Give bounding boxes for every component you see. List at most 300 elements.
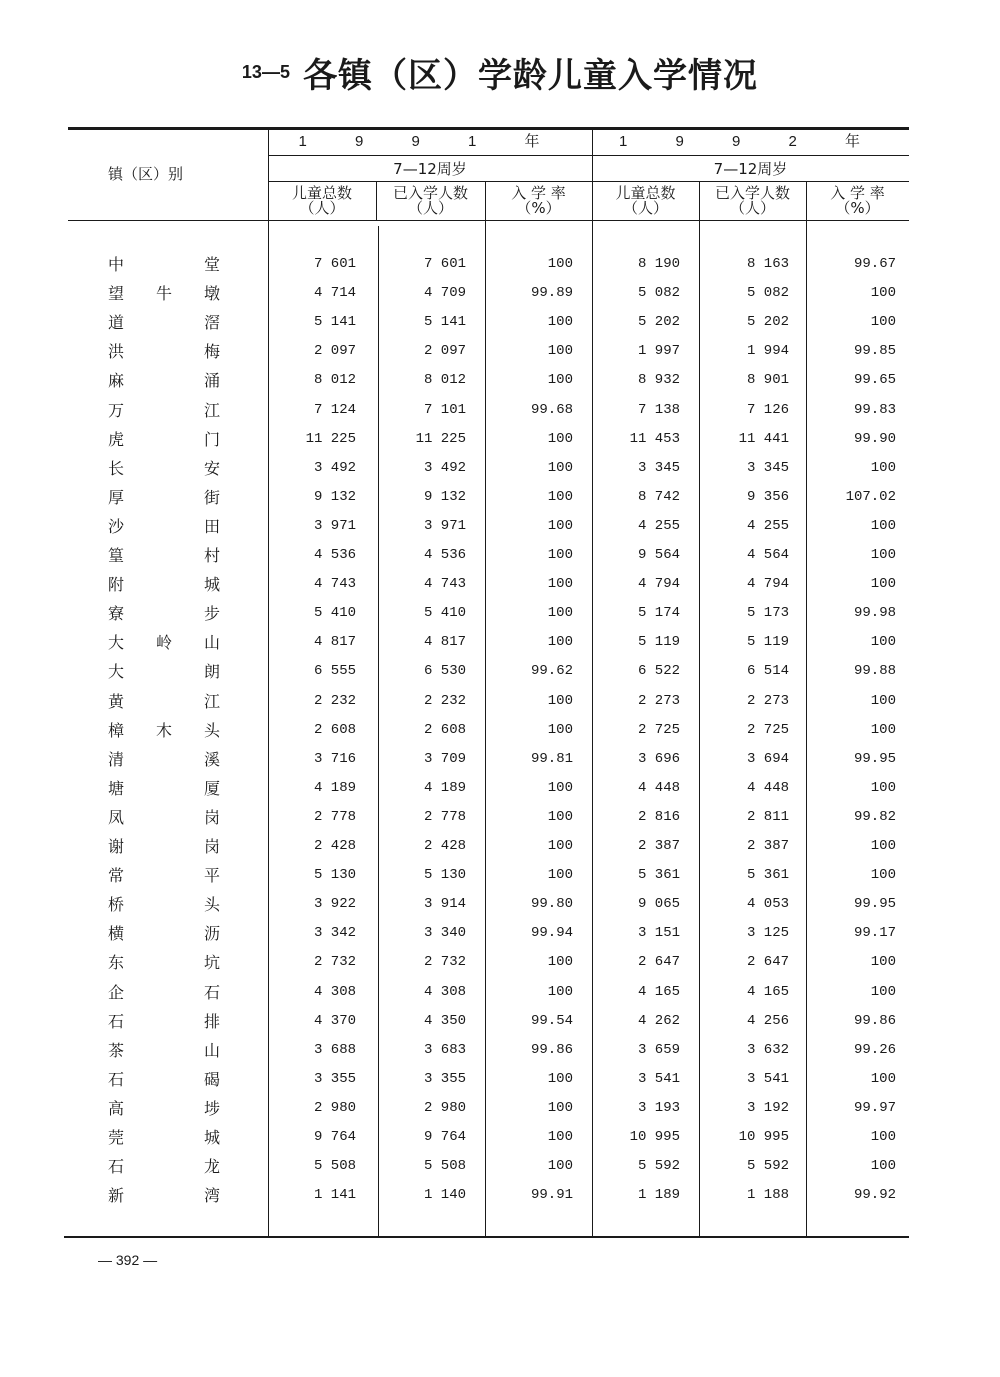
region-name-char: 江 bbox=[203, 691, 220, 711]
cell-enrolled-1992: 1 188 bbox=[746, 1187, 789, 1204]
cell-rate-1992: 107.02 bbox=[845, 488, 896, 505]
cell-enrolled-1991: 3 683 bbox=[423, 1041, 466, 1058]
cell-rate-1992: 99.83 bbox=[853, 401, 896, 418]
cell-children-1992: 7 138 bbox=[637, 401, 680, 418]
col-header-children-1992: 儿童总数 （人） bbox=[615, 184, 676, 217]
region-name-char: 石 bbox=[108, 1069, 125, 1089]
region-name-char: 岗 bbox=[203, 837, 220, 856]
region-name-char: 村 bbox=[203, 546, 220, 565]
cell-children-1991: 3 716 bbox=[313, 750, 356, 767]
cell-enrolled-1992: 4 256 bbox=[746, 1012, 789, 1029]
cell-enrolled-1991: 4 189 bbox=[423, 779, 466, 796]
region-name-char: 寮 bbox=[108, 604, 125, 624]
region-name-char: 沥 bbox=[203, 924, 220, 944]
cell-enrolled-1991: 2 980 bbox=[423, 1099, 466, 1116]
year-rule bbox=[268, 155, 909, 156]
cell-rate-1992: 100 bbox=[870, 779, 896, 796]
table-row bbox=[0, 250, 1000, 279]
region-name-char: 高 bbox=[108, 1098, 125, 1118]
region-header: 镇（区）别 bbox=[108, 165, 184, 183]
cell-rate-1991: 100 bbox=[547, 634, 573, 651]
cell-rate-1992: 99.92 bbox=[853, 1187, 896, 1204]
table-row bbox=[0, 279, 1000, 308]
cell-enrolled-1991: 11 225 bbox=[415, 430, 466, 447]
cell-rate-1991: 100 bbox=[547, 430, 573, 447]
cell-enrolled-1991: 2 232 bbox=[423, 692, 466, 709]
table-row bbox=[0, 745, 1000, 774]
cell-enrolled-1992: 5 202 bbox=[746, 314, 789, 331]
cell-rate-1992: 100 bbox=[870, 634, 896, 651]
table-row bbox=[0, 919, 1000, 948]
region-name-char: 城 bbox=[203, 575, 220, 595]
region-name-char: 排 bbox=[203, 1011, 220, 1031]
cell-rate-1992: 99.98 bbox=[853, 605, 896, 622]
table-row bbox=[0, 657, 1000, 686]
cell-enrolled-1992: 9 356 bbox=[746, 488, 789, 505]
table-row bbox=[0, 541, 1000, 570]
cell-enrolled-1991: 9 764 bbox=[423, 1129, 466, 1145]
cell-enrolled-1991: 6 530 bbox=[423, 663, 466, 680]
cell-children-1991: 4 714 bbox=[313, 285, 356, 302]
region-name-char: 大 bbox=[108, 662, 125, 682]
table-row bbox=[0, 978, 1000, 1007]
region-name-char: 岗 bbox=[203, 807, 220, 827]
table-row bbox=[0, 425, 1000, 454]
region-name-char: 石 bbox=[203, 982, 220, 1002]
cell-enrolled-1992: 7 126 bbox=[746, 401, 789, 418]
cell-rate-1992: 99.82 bbox=[853, 808, 896, 825]
cell-rate-1992: 100 bbox=[870, 1158, 896, 1175]
cell-rate-1992: 100 bbox=[870, 1070, 896, 1087]
region-name-char: 东 bbox=[108, 953, 125, 973]
cell-children-1991: 2 980 bbox=[313, 1099, 356, 1116]
table-row bbox=[0, 1036, 1000, 1065]
cell-enrolled-1992: 3 345 bbox=[746, 459, 789, 476]
cell-rate-1992: 100 bbox=[870, 983, 896, 1000]
cell-children-1991: 3 492 bbox=[313, 459, 356, 476]
cell-children-1992: 3 696 bbox=[637, 750, 680, 767]
region-name-char: 牛 bbox=[155, 284, 172, 304]
region-name-char: 步 bbox=[203, 604, 220, 624]
cell-children-1991: 11 225 bbox=[305, 430, 356, 447]
cell-rate-1991: 100 bbox=[547, 1129, 573, 1145]
cell-rate-1991: 100 bbox=[547, 605, 573, 622]
age-group-1992: 7—12周岁 bbox=[713, 160, 788, 178]
cell-enrolled-1992: 4 255 bbox=[746, 517, 789, 534]
cell-children-1992: 2 273 bbox=[637, 692, 680, 709]
cell-children-1992: 4 448 bbox=[637, 779, 680, 796]
cell-enrolled-1991: 4 743 bbox=[423, 576, 466, 593]
table-row bbox=[0, 454, 1000, 483]
cell-enrolled-1991: 7 101 bbox=[423, 401, 466, 418]
table-row bbox=[0, 861, 1000, 890]
year-1992-header: 1 9 9 2 年 bbox=[618, 133, 883, 150]
cell-rate-1991: 100 bbox=[547, 867, 573, 884]
cell-children-1992: 4 165 bbox=[637, 983, 680, 1000]
cell-enrolled-1991: 3 340 bbox=[423, 925, 466, 942]
table-row bbox=[0, 396, 1000, 425]
table-row bbox=[0, 832, 1000, 861]
cell-children-1991: 4 743 bbox=[313, 576, 356, 593]
cell-children-1991: 9 132 bbox=[313, 488, 356, 505]
cell-rate-1992: 100 bbox=[870, 576, 896, 593]
cell-children-1991: 4 817 bbox=[313, 634, 356, 651]
table-row bbox=[0, 483, 1000, 512]
cell-children-1992: 1 997 bbox=[637, 343, 680, 360]
cell-children-1991: 3 342 bbox=[313, 925, 356, 942]
cell-enrolled-1991: 5 508 bbox=[423, 1158, 466, 1175]
cell-enrolled-1991: 4 817 bbox=[423, 634, 466, 651]
table-row bbox=[0, 1065, 1000, 1094]
region-name-char: 碣 bbox=[203, 1069, 220, 1089]
region-name-char: 长 bbox=[108, 458, 125, 478]
cell-children-1992: 8 190 bbox=[637, 256, 680, 272]
col-header-rate-1992: 入 学 率 （%） bbox=[830, 184, 885, 217]
cell-children-1991: 9 764 bbox=[313, 1129, 356, 1145]
col-header-enrolled-1991: 已入学人数 （人） bbox=[392, 184, 468, 217]
page-number: — 392 — bbox=[98, 1252, 158, 1268]
cell-enrolled-1991: 3 355 bbox=[423, 1070, 466, 1087]
cell-rate-1992: 99.95 bbox=[853, 896, 896, 913]
cell-children-1992: 3 193 bbox=[637, 1099, 680, 1116]
cell-enrolled-1992: 2 811 bbox=[746, 808, 789, 825]
cell-children-1991: 6 555 bbox=[313, 663, 356, 680]
table-number: 13—5 bbox=[241, 62, 290, 82]
region-name-char: 塘 bbox=[108, 778, 125, 798]
cell-enrolled-1992: 5 173 bbox=[746, 605, 789, 622]
region-name-char: 安 bbox=[203, 458, 220, 478]
cell-rate-1992: 99.65 bbox=[853, 372, 896, 389]
cell-enrolled-1991: 4 709 bbox=[423, 285, 466, 302]
cell-rate-1991: 99.86 bbox=[530, 1041, 573, 1058]
table-row bbox=[0, 308, 1000, 337]
region-name-char: 附 bbox=[108, 575, 125, 595]
cell-enrolled-1991: 2 732 bbox=[423, 954, 466, 971]
cell-children-1991: 2 428 bbox=[313, 838, 356, 854]
region-name-char: 万 bbox=[108, 400, 125, 420]
col-header-children-1991: 儿童总数 （人） bbox=[291, 184, 352, 217]
region-name-char: 江 bbox=[203, 400, 220, 420]
region-name-char: 头 bbox=[203, 720, 220, 740]
cell-rate-1992: 99.88 bbox=[853, 663, 896, 680]
cell-children-1991: 2 097 bbox=[313, 343, 356, 360]
region-name-char: 洪 bbox=[108, 342, 125, 362]
table-row bbox=[0, 1007, 1000, 1036]
region-name-char: 龙 bbox=[203, 1157, 220, 1177]
cell-children-1992: 2 816 bbox=[637, 808, 680, 825]
cell-enrolled-1991: 3 492 bbox=[423, 459, 466, 476]
cell-children-1992: 9 065 bbox=[637, 896, 680, 913]
region-name-char: 桥 bbox=[108, 895, 125, 915]
cell-children-1991: 7 124 bbox=[313, 401, 356, 418]
cell-rate-1991: 100 bbox=[547, 1158, 573, 1175]
cell-children-1992: 4 255 bbox=[637, 517, 680, 534]
cell-rate-1991: 100 bbox=[547, 692, 573, 709]
cell-children-1991: 1 141 bbox=[313, 1187, 356, 1204]
region-name-char: 虎 bbox=[108, 429, 125, 449]
cell-rate-1992: 100 bbox=[870, 1129, 896, 1145]
cell-children-1991: 4 308 bbox=[313, 983, 356, 1000]
region-name-char: 清 bbox=[108, 749, 125, 769]
cell-enrolled-1991: 4 350 bbox=[423, 1012, 466, 1029]
cell-rate-1992: 100 bbox=[870, 547, 896, 563]
cell-enrolled-1992: 5 592 bbox=[746, 1158, 789, 1175]
cell-children-1992: 5 202 bbox=[637, 314, 680, 331]
cell-enrolled-1991: 9 132 bbox=[423, 488, 466, 505]
table-row bbox=[0, 1123, 1000, 1152]
cell-rate-1991: 100 bbox=[547, 459, 573, 476]
table-row bbox=[0, 1152, 1000, 1181]
top-rule bbox=[68, 127, 909, 130]
cell-children-1992: 1 189 bbox=[637, 1187, 680, 1204]
cell-children-1992: 3 541 bbox=[637, 1070, 680, 1087]
table-row bbox=[0, 774, 1000, 803]
region-name-char: 城 bbox=[203, 1128, 220, 1147]
cell-children-1991: 2 232 bbox=[313, 692, 356, 709]
region-name-char: 溪 bbox=[203, 749, 220, 769]
region-name-char: 门 bbox=[203, 429, 220, 449]
region-name-char: 埗 bbox=[203, 1098, 220, 1118]
cell-enrolled-1992: 2 647 bbox=[746, 954, 789, 971]
cell-children-1992: 2 647 bbox=[637, 954, 680, 971]
region-name-char: 大 bbox=[108, 633, 125, 653]
region-name-char: 田 bbox=[203, 516, 220, 536]
cell-enrolled-1991: 5 141 bbox=[423, 314, 466, 331]
cell-rate-1992: 99.26 bbox=[853, 1041, 896, 1058]
year-1991-header: 1 9 9 1 年 bbox=[298, 133, 562, 150]
cell-rate-1991: 100 bbox=[547, 256, 573, 272]
cell-children-1992: 10 995 bbox=[629, 1129, 680, 1145]
cell-rate-1991: 100 bbox=[547, 721, 573, 738]
table-row bbox=[0, 1094, 1000, 1123]
region-name-char: 樟 bbox=[108, 720, 125, 740]
region-name-char: 企 bbox=[108, 982, 125, 1002]
cell-enrolled-1991: 3 971 bbox=[423, 517, 466, 534]
table-row bbox=[0, 716, 1000, 745]
cell-enrolled-1992: 10 995 bbox=[738, 1129, 789, 1145]
table-row bbox=[0, 1181, 1000, 1210]
cell-enrolled-1991: 2 778 bbox=[423, 808, 466, 825]
region-name-char: 道 bbox=[108, 313, 125, 333]
cell-rate-1991: 100 bbox=[547, 838, 573, 854]
cell-enrolled-1992: 6 514 bbox=[746, 663, 789, 680]
cell-rate-1992: 100 bbox=[870, 517, 896, 534]
cell-rate-1991: 99.91 bbox=[530, 1187, 573, 1204]
cell-children-1991: 2 608 bbox=[313, 721, 356, 738]
cell-rate-1992: 100 bbox=[870, 692, 896, 709]
cell-enrolled-1991: 7 601 bbox=[423, 256, 466, 272]
table-title: 各镇（区）学龄儿童入学情况 bbox=[303, 56, 759, 96]
col-header-enrolled-1992: 已入学人数 （人） bbox=[714, 184, 790, 217]
cell-enrolled-1991: 3 709 bbox=[423, 750, 466, 767]
cell-enrolled-1991: 4 536 bbox=[423, 547, 466, 563]
cell-rate-1992: 99.90 bbox=[853, 430, 896, 447]
cell-enrolled-1992: 2 387 bbox=[746, 838, 789, 854]
region-name-char: 平 bbox=[203, 866, 220, 886]
cell-enrolled-1992: 5 361 bbox=[746, 867, 789, 884]
table-row bbox=[0, 687, 1000, 716]
cell-rate-1991: 100 bbox=[547, 808, 573, 825]
region-name-char: 岭 bbox=[155, 633, 172, 653]
region-name-char: 山 bbox=[203, 1040, 220, 1060]
cell-rate-1991: 100 bbox=[547, 1070, 573, 1087]
header-bottom-rule bbox=[68, 220, 909, 221]
cell-children-1992: 5 119 bbox=[637, 634, 680, 651]
region-name-char: 谢 bbox=[108, 837, 125, 856]
region-name-char: 滘 bbox=[203, 313, 220, 333]
table-row bbox=[0, 948, 1000, 977]
age-rule bbox=[268, 181, 909, 182]
cell-children-1991: 3 688 bbox=[313, 1041, 356, 1058]
cell-children-1992: 6 522 bbox=[637, 663, 680, 680]
table-row bbox=[0, 599, 1000, 628]
cell-children-1991: 4 189 bbox=[313, 779, 356, 796]
cell-enrolled-1992: 3 541 bbox=[746, 1070, 789, 1087]
cell-children-1992: 3 345 bbox=[637, 459, 680, 476]
region-name-char: 墩 bbox=[203, 284, 220, 304]
cell-rate-1992: 99.97 bbox=[853, 1099, 896, 1116]
cell-enrolled-1992: 1 994 bbox=[746, 343, 789, 360]
region-name-char: 麻 bbox=[108, 371, 125, 391]
cell-enrolled-1991: 1 140 bbox=[423, 1187, 466, 1204]
cell-enrolled-1991: 2 608 bbox=[423, 721, 466, 738]
cell-rate-1991: 99.89 bbox=[530, 285, 573, 302]
age-group-1991: 7—12周岁 bbox=[393, 160, 467, 178]
region-name-char: 头 bbox=[203, 895, 220, 915]
cell-children-1992: 5 174 bbox=[637, 605, 680, 622]
cell-children-1991: 2 778 bbox=[313, 808, 356, 825]
cell-children-1992: 5 082 bbox=[637, 285, 680, 302]
cell-children-1992: 11 453 bbox=[629, 430, 680, 447]
region-name-char: 沙 bbox=[108, 516, 125, 536]
cell-rate-1992: 99.86 bbox=[853, 1012, 896, 1029]
cell-rate-1991: 100 bbox=[547, 954, 573, 971]
cell-rate-1991: 100 bbox=[547, 488, 573, 505]
cell-rate-1992: 100 bbox=[870, 721, 896, 738]
table-row bbox=[0, 890, 1000, 919]
table-row bbox=[0, 570, 1000, 599]
table-row bbox=[0, 366, 1000, 395]
cell-enrolled-1992: 2 273 bbox=[746, 692, 789, 709]
region-name-char: 涌 bbox=[203, 371, 220, 391]
region-name-char: 木 bbox=[155, 720, 172, 740]
col-header-rate-1991: 入 学 率 （%） bbox=[511, 184, 566, 217]
cell-enrolled-1991: 5 410 bbox=[423, 605, 466, 622]
region-name-char: 茶 bbox=[108, 1040, 125, 1060]
cell-children-1992: 2 387 bbox=[637, 838, 680, 854]
cell-enrolled-1992: 11 441 bbox=[738, 430, 789, 447]
cell-rate-1991: 100 bbox=[547, 547, 573, 563]
region-name-char: 凤 bbox=[108, 807, 125, 827]
cell-children-1991: 4 370 bbox=[313, 1012, 356, 1029]
cell-enrolled-1992: 4 794 bbox=[746, 576, 789, 593]
cell-rate-1992: 100 bbox=[870, 459, 896, 476]
cell-enrolled-1992: 3 192 bbox=[746, 1099, 789, 1116]
cell-rate-1991: 100 bbox=[547, 1099, 573, 1116]
region-name-char: 莞 bbox=[108, 1128, 125, 1147]
cell-enrolled-1992: 4 053 bbox=[746, 896, 789, 913]
table-row bbox=[0, 512, 1000, 541]
cell-rate-1991: 99.81 bbox=[530, 750, 573, 767]
cell-rate-1992: 100 bbox=[870, 285, 896, 302]
region-name-char: 街 bbox=[203, 487, 220, 507]
region-name-char: 湾 bbox=[203, 1186, 220, 1206]
cell-children-1992: 5 361 bbox=[637, 867, 680, 884]
cell-rate-1991: 99.54 bbox=[530, 1012, 573, 1029]
region-name-char: 石 bbox=[108, 1157, 125, 1177]
cell-rate-1992: 100 bbox=[870, 954, 896, 971]
region-name-char: 新 bbox=[108, 1186, 125, 1206]
cell-rate-1991: 99.80 bbox=[530, 896, 573, 913]
cell-children-1992: 3 151 bbox=[637, 925, 680, 942]
cell-children-1991: 3 922 bbox=[313, 896, 356, 913]
cell-rate-1991: 99.62 bbox=[530, 663, 573, 680]
cell-rate-1992: 99.67 bbox=[853, 256, 896, 272]
cell-rate-1992: 100 bbox=[870, 314, 896, 331]
table-row bbox=[0, 628, 1000, 657]
region-name-char: 坑 bbox=[203, 953, 220, 973]
region-name-char: 黄 bbox=[108, 691, 125, 711]
cell-children-1991: 3 355 bbox=[313, 1070, 356, 1087]
region-name-char: 朗 bbox=[203, 662, 220, 682]
cell-enrolled-1991: 2 428 bbox=[423, 838, 466, 854]
table-row bbox=[0, 803, 1000, 832]
cell-enrolled-1991: 3 914 bbox=[423, 896, 466, 913]
cell-enrolled-1991: 8 012 bbox=[423, 372, 466, 389]
cell-rate-1992: 100 bbox=[870, 838, 896, 854]
cell-enrolled-1992: 3 125 bbox=[746, 925, 789, 942]
region-name-char: 横 bbox=[108, 924, 125, 944]
region-name-char: 堂 bbox=[203, 255, 220, 274]
cell-rate-1991: 100 bbox=[547, 576, 573, 593]
cell-rate-1991: 100 bbox=[547, 372, 573, 389]
cell-enrolled-1992: 5 082 bbox=[746, 285, 789, 302]
cell-rate-1991: 100 bbox=[547, 343, 573, 360]
cell-enrolled-1991: 4 308 bbox=[423, 983, 466, 1000]
cell-rate-1992: 100 bbox=[870, 867, 896, 884]
cell-children-1992: 8 742 bbox=[637, 488, 680, 505]
cell-children-1991: 8 012 bbox=[313, 372, 356, 389]
table-row bbox=[0, 337, 1000, 366]
cell-enrolled-1992: 8 163 bbox=[746, 256, 789, 272]
region-name-char: 篁 bbox=[108, 546, 125, 565]
cell-children-1992: 2 725 bbox=[637, 721, 680, 738]
cell-enrolled-1992: 3 632 bbox=[746, 1041, 789, 1058]
cell-enrolled-1992: 2 725 bbox=[746, 721, 789, 738]
cell-children-1991: 5 141 bbox=[313, 314, 356, 331]
cell-children-1991: 2 732 bbox=[313, 954, 356, 971]
cell-children-1992: 4 794 bbox=[637, 576, 680, 593]
cell-children-1991: 4 536 bbox=[313, 547, 356, 563]
cell-rate-1991: 99.94 bbox=[530, 925, 573, 942]
cell-enrolled-1992: 4 448 bbox=[746, 779, 789, 796]
cell-children-1992: 9 564 bbox=[637, 547, 680, 563]
region-name-char: 常 bbox=[108, 866, 125, 886]
cell-enrolled-1992: 4 165 bbox=[746, 983, 789, 1000]
bottom-rule bbox=[64, 1236, 909, 1238]
cell-children-1991: 3 971 bbox=[313, 517, 356, 534]
cell-enrolled-1991: 5 130 bbox=[423, 867, 466, 884]
cell-rate-1991: 100 bbox=[547, 779, 573, 796]
cell-rate-1991: 100 bbox=[547, 517, 573, 534]
region-name-char: 梅 bbox=[203, 342, 220, 362]
cell-enrolled-1991: 2 097 bbox=[423, 343, 466, 360]
cell-children-1992: 4 262 bbox=[637, 1012, 680, 1029]
region-name-char: 望 bbox=[108, 284, 125, 304]
cell-children-1992: 8 932 bbox=[637, 372, 680, 389]
cell-rate-1991: 99.68 bbox=[530, 401, 573, 418]
cell-children-1991: 5 130 bbox=[313, 867, 356, 884]
